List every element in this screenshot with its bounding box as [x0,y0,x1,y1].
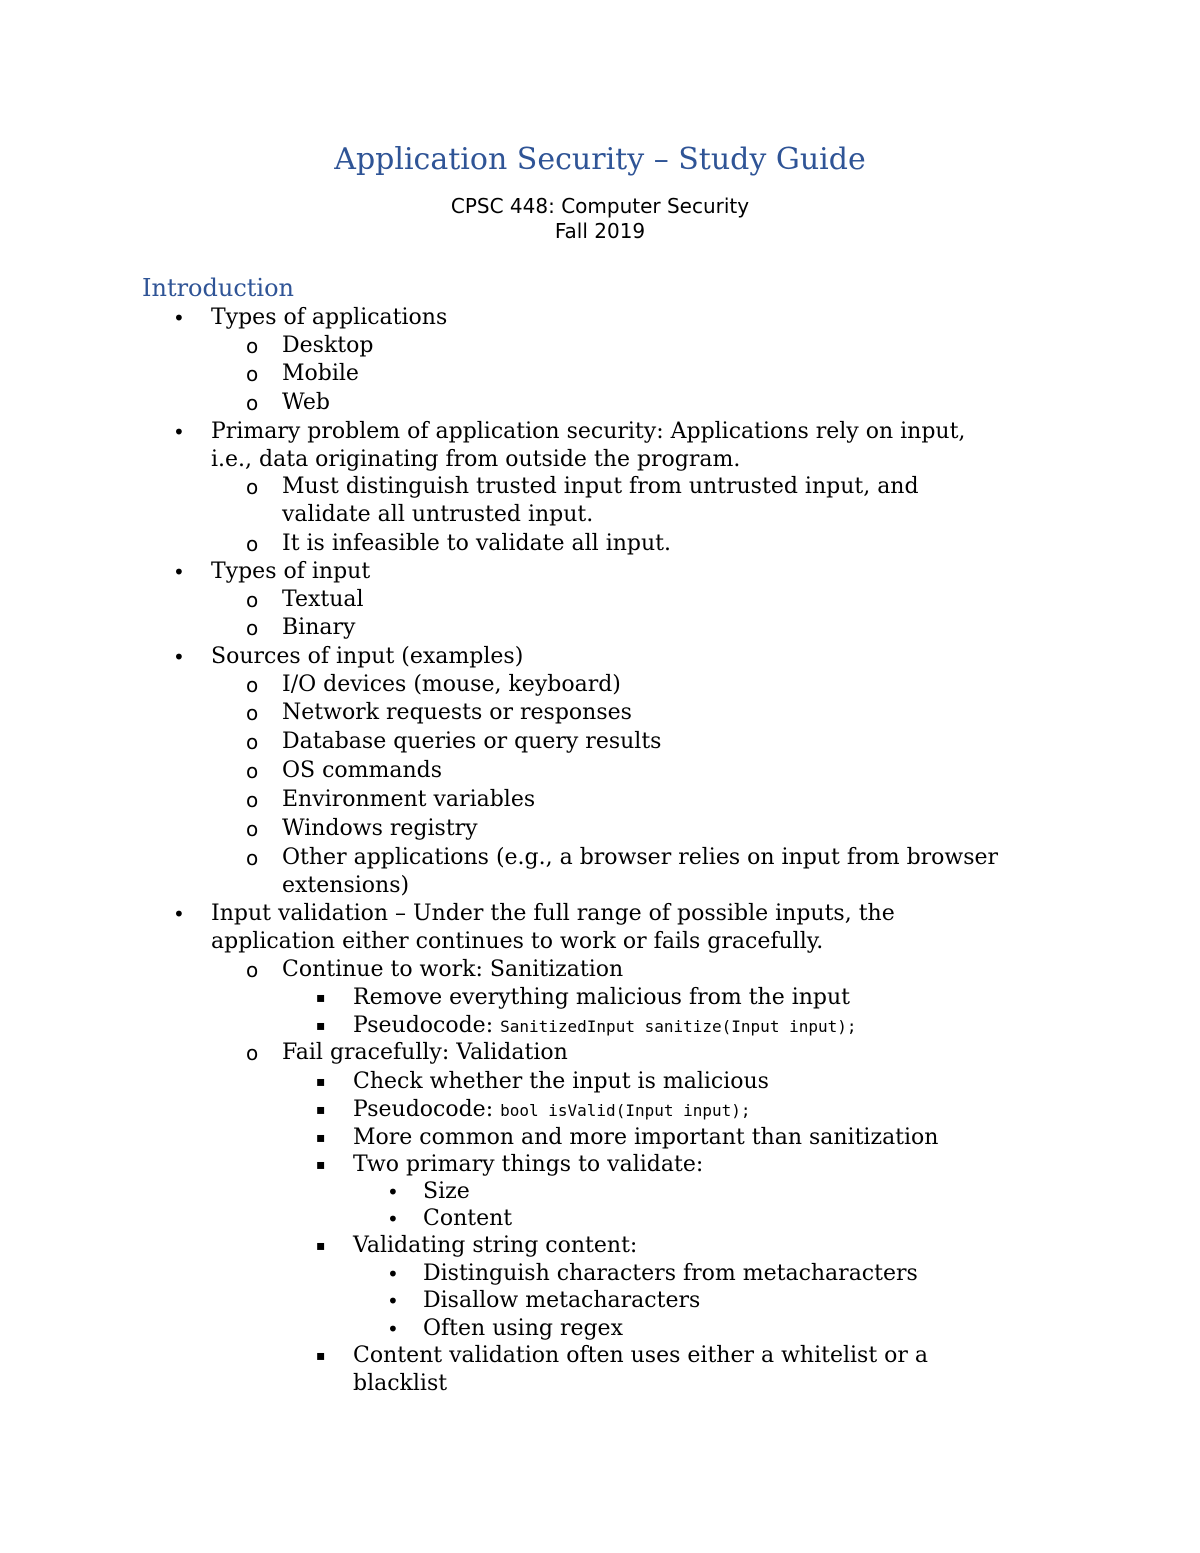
list-item-text: Binary [282,615,356,640]
list-item-text: Input validation – Under the full range of possible inputs, the [211,901,895,926]
list-item-continuation [211,446,740,474]
list-item-text: blacklist [353,1371,448,1396]
bullet-level-2-icon: o [246,958,259,982]
pseudocode-snippet: bool isValid(Input input); [500,1101,751,1120]
bullet-level-2-icon: o [246,588,259,612]
list-item [423,1260,918,1288]
list-item [353,1342,928,1370]
list-item-text: Other applications (e.g., a browser relies on input from browser [282,845,999,870]
bullet-level-3-icon: ▪ [316,1130,326,1146]
list-item [282,844,998,872]
bullet-level-2-icon: o [246,673,259,697]
course-term: Fall 2019 [554,219,646,243]
list-item-text: It is infeasible to validate all input. [282,531,672,556]
list-item [282,530,671,558]
list-item-text: Often using regex [423,1316,623,1341]
bullet-level-1-icon: • [173,560,185,584]
list-item [282,815,478,843]
bullet-level-4-icon: • [387,1180,399,1204]
document-title: Application Security – Study Guide [334,142,866,177]
course-name: CPSC 448: Computer Security [450,194,750,218]
list-item-text: Textual [282,587,364,612]
bullet-level-2-icon: o [246,788,259,812]
list-item [423,1287,700,1315]
bullet-level-2-icon: o [246,1041,259,1065]
list-item [282,757,442,785]
list-item-text: OS commands [282,758,443,783]
bullet-level-2-icon: o [246,334,259,358]
bullet-level-3-icon: ▪ [316,1018,326,1034]
list-item-continuation [282,872,409,900]
list-item [211,558,370,586]
list-item [211,304,447,332]
list-item [211,643,523,671]
list-item [282,728,661,756]
list-item [423,1178,470,1206]
list-item-text: Validating string content: [353,1233,638,1258]
list-item-text: Database queries or query results [282,729,662,754]
bullet-level-1-icon: • [173,306,185,330]
bullet-level-2-icon: o [246,730,259,754]
list-item [282,956,623,984]
list-item-text: Remove everything malicious from the input [353,985,851,1010]
bullet-level-3-icon: ▪ [316,990,326,1006]
list-item-text: Content [423,1206,513,1231]
list-item [282,332,373,360]
list-item-text: Types of input [211,559,371,584]
list-item-text: Environment variables [282,787,536,812]
bullet-level-4-icon: • [387,1317,399,1341]
list-item [282,614,355,642]
bullet-level-3-icon: ▪ [316,1348,326,1364]
list-item [282,786,535,814]
list-item [353,1096,751,1125]
list-item [353,984,850,1012]
bullet-level-2-icon: o [246,362,259,386]
list-item [211,418,965,446]
list-item-text: extensions) [282,873,410,898]
bullet-level-2-icon: o [246,701,259,725]
list-item-text: Network requests or responses [282,700,632,725]
list-item-text: Mobile [282,361,359,386]
list-item [423,1315,623,1343]
list-item [282,699,632,727]
list-item-text: Content validation often uses either a whitelist or a [353,1343,929,1368]
list-item-continuation [211,928,823,956]
list-item [211,900,895,928]
list-item-text: Check whether the input is malicious [353,1069,769,1094]
bullet-level-2-icon: o [246,817,259,841]
list-item [353,1012,857,1041]
list-item [353,1124,938,1152]
bullet-level-3-icon: ▪ [316,1102,326,1118]
bullet-level-2-icon: o [246,532,259,556]
list-item-text: Must distinguish trusted input from untrusted input, and [282,474,919,499]
bullet-level-2-icon: o [246,391,259,415]
section-heading: Introduction [142,274,294,302]
list-item-text: Disallow metacharacters [423,1288,701,1313]
bullet-level-3-icon: ▪ [316,1157,326,1173]
list-item [353,1151,703,1179]
list-item-text: Types of applications [211,305,448,330]
list-item-text: application either continues to work or fails gracefully. [211,929,824,954]
bullet-level-1-icon: • [173,420,185,444]
list-item-text: Sources of input (examples) [211,644,524,669]
bullet-level-2-icon: o [246,846,259,870]
list-item-text: Primary problem of application security: Applications rely on input, [211,419,966,444]
list-item-text: Windows registry [282,816,478,841]
list-item-text: validate all untrusted input. [282,502,594,527]
list-item-text: Desktop [282,333,374,358]
list-item [282,473,919,501]
list-item [282,586,364,614]
list-item [423,1205,512,1233]
list-item-continuation [353,1370,447,1398]
bullet-level-2-icon: o [246,475,259,499]
list-item-text: Two primary things to validate: [353,1152,704,1177]
bullet-level-2-icon: o [246,616,259,640]
list-item [282,671,621,699]
bullet-level-4-icon: • [387,1262,399,1286]
list-item-text: Distinguish characters from metacharacters [423,1261,918,1286]
list-item-text: Pseudocode: [353,1097,501,1122]
list-item-text: I/O devices (mouse, keyboard) [282,672,621,697]
list-item-text: More common and more important than sanitization [353,1125,939,1150]
pseudocode-snippet: SanitizedInput sanitize(Input input); [500,1017,857,1036]
bullet-level-2-icon: o [246,759,259,783]
list-item-text: Fail gracefully: Validation [282,1040,568,1065]
list-item-text: Size [423,1179,470,1204]
list-item [282,1039,568,1067]
list-item [353,1232,637,1260]
list-item [353,1068,769,1096]
list-item [282,360,359,388]
list-item-text: Continue to work: Sanitization [282,957,624,982]
bullet-level-3-icon: ▪ [316,1074,326,1090]
list-item-text: i.e., data originating from outside the program. [211,447,741,472]
bullet-level-1-icon: • [173,902,185,926]
list-item-continuation [282,501,593,529]
list-item-text: Web [282,390,330,415]
list-item-text: Pseudocode: [353,1013,501,1038]
bullet-level-3-icon: ▪ [316,1238,326,1254]
bullet-level-4-icon: • [387,1289,399,1313]
bullet-level-4-icon: • [387,1207,399,1231]
list-item [282,389,330,417]
bullet-level-1-icon: • [173,645,185,669]
